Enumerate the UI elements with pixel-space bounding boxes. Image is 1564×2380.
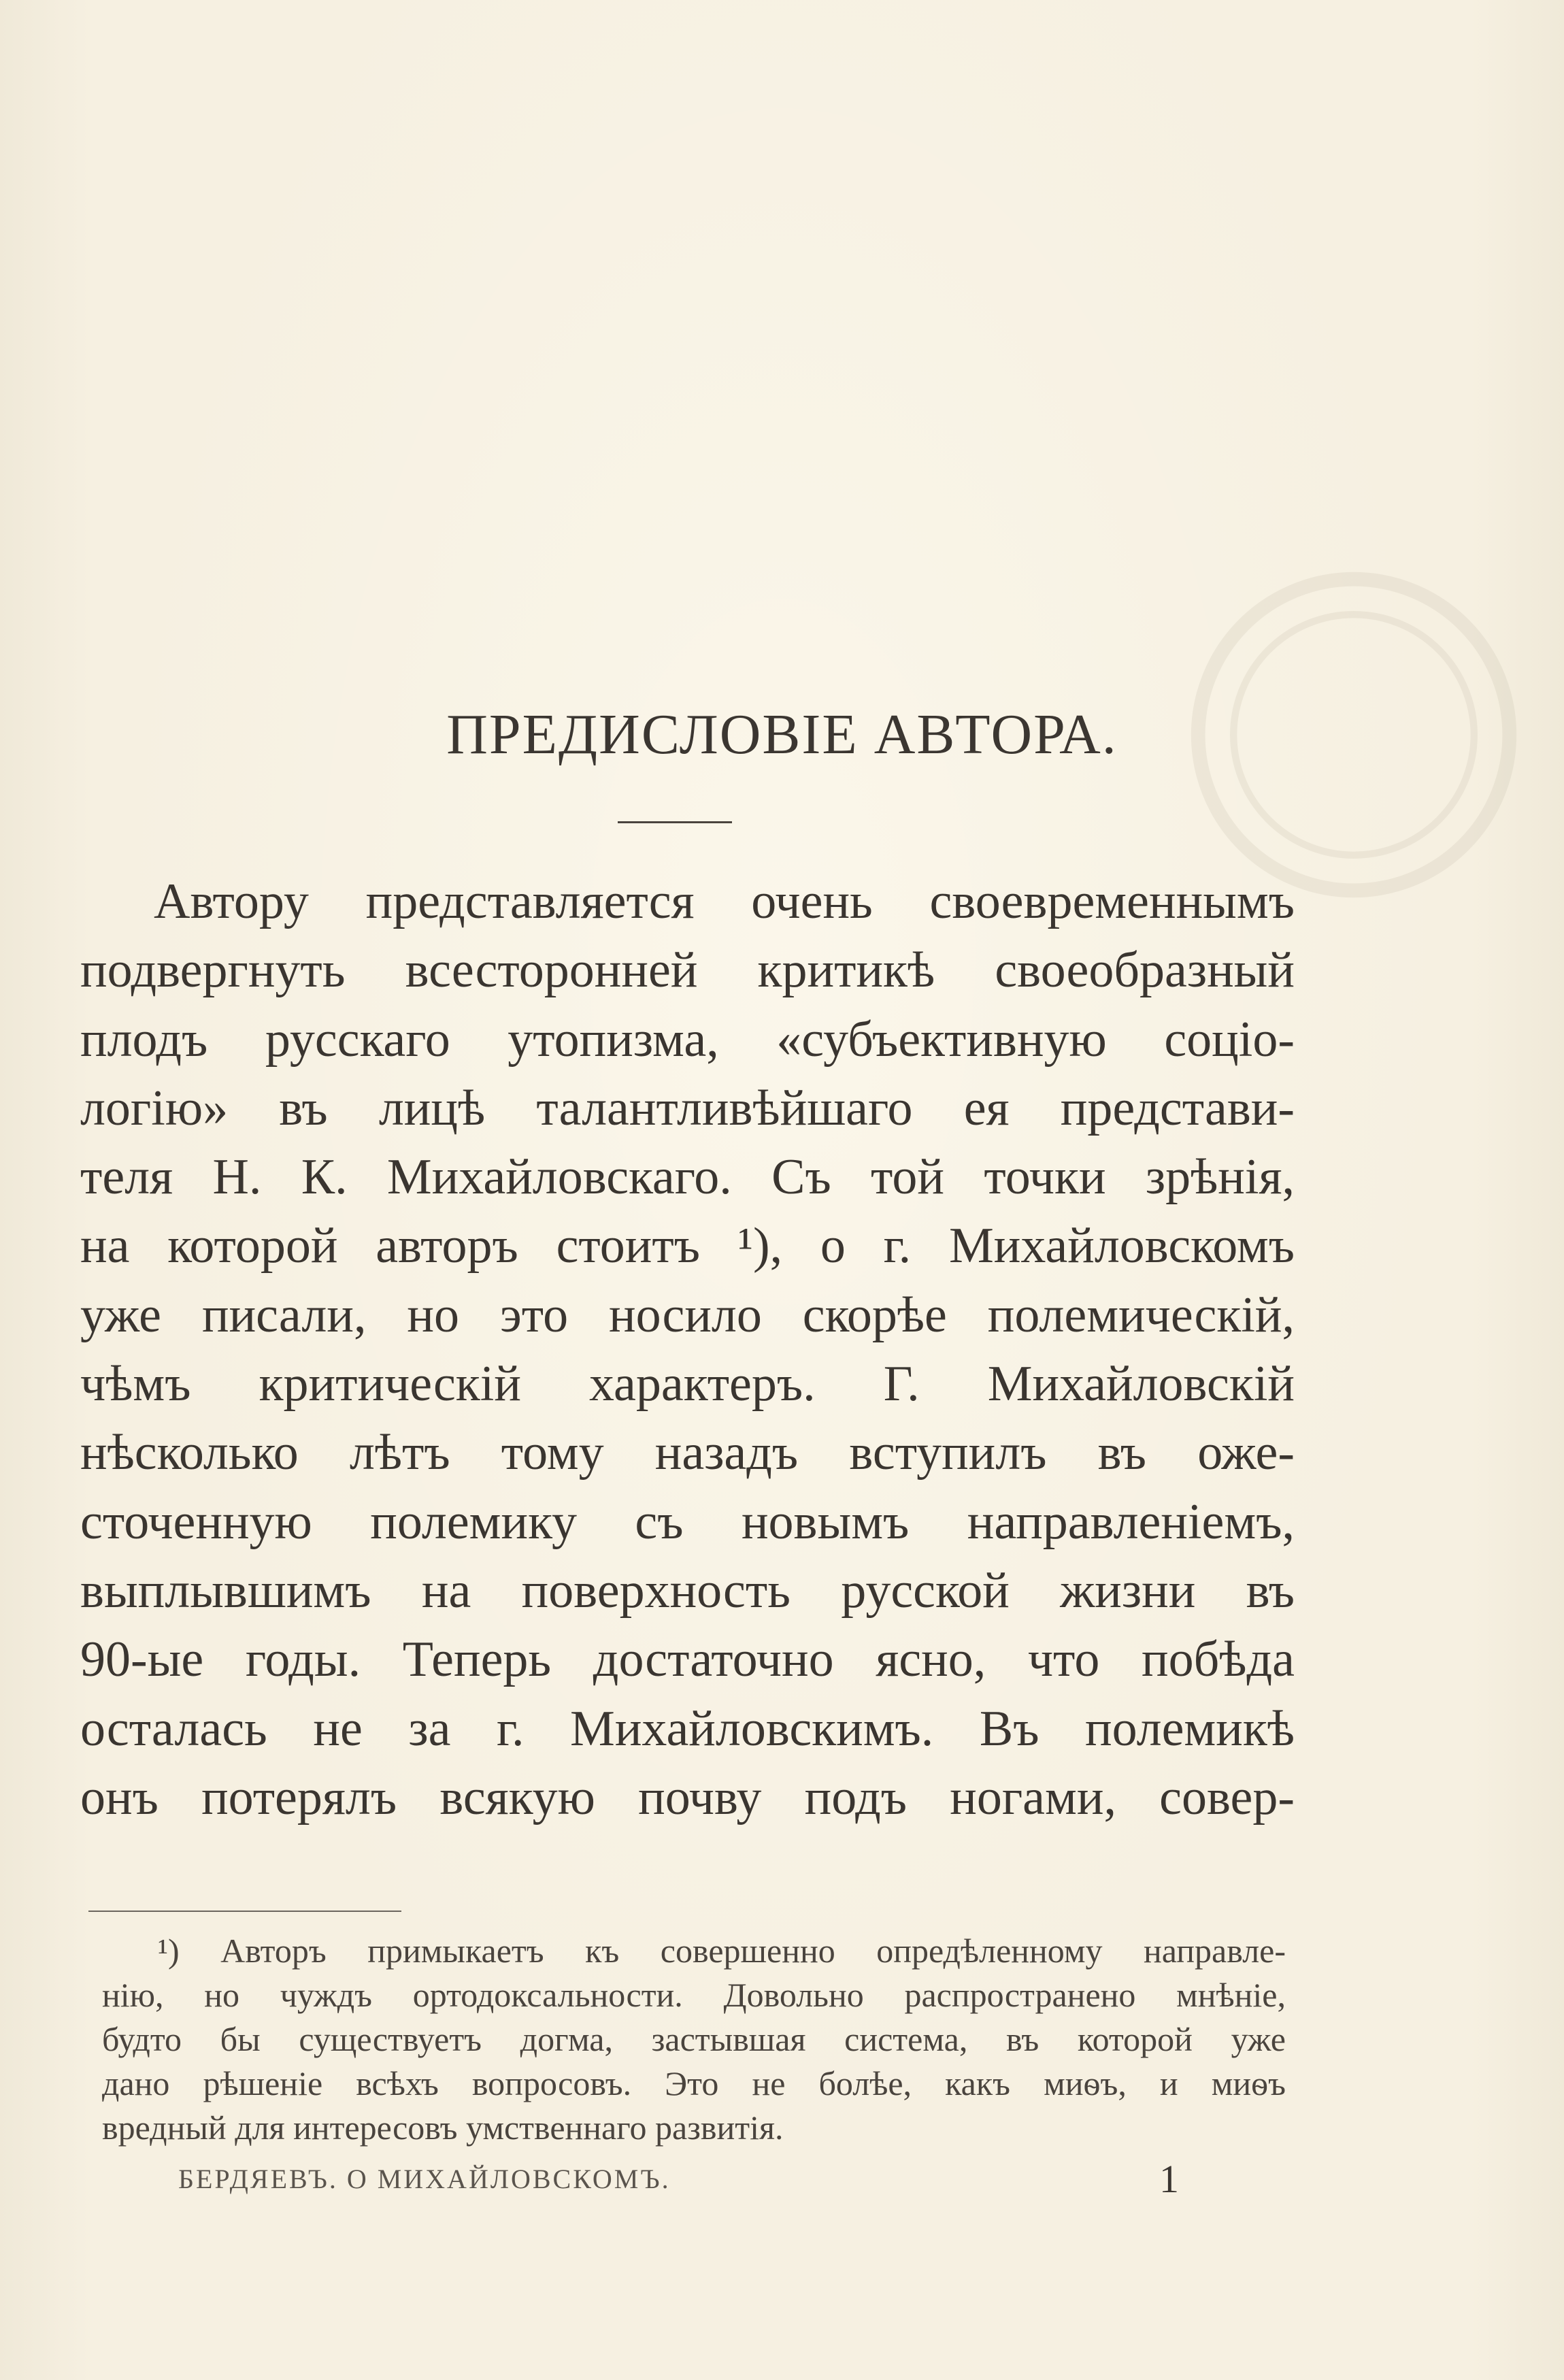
body-line: Автору представляется очень своевременнымъ: [154, 874, 1295, 929]
body-line: теля Н. К. Михайловскаго. Съ той точки зрѣнія,: [80, 1149, 1295, 1206]
body-line: выплывшимъ на поверхность русской жизни въ: [80, 1562, 1295, 1619]
body-line: подвергнуть всесторонней критикѣ своеобразный: [80, 942, 1295, 999]
body-line: уже писали, но это носило скорѣе полемическій,: [80, 1287, 1295, 1343]
body-line: осталась не за г. Михайловскимъ. Въ полемикѣ: [80, 1700, 1295, 1757]
body-line: логію» въ лицѣ талантливѣйшаго ея представи-: [80, 1080, 1295, 1136]
body-line: нѣсколько лѣтъ тому назадъ вступилъ въ оже-: [80, 1425, 1295, 1481]
footnote-line: нію, но чуждъ ортодоксальности. Довольно распространено мнѣніе,: [102, 1976, 1286, 2014]
body-text: [80, 867, 1295, 1832]
title-divider: [618, 821, 732, 823]
footnote-line: ¹) Авторъ примыкаетъ къ совершенно опредѣленному направле-: [158, 1932, 1286, 1970]
body-line: онъ потерялъ всякую почву подъ ногами, совер-: [80, 1769, 1295, 1825]
signature-line: БЕРДЯЕВЪ. О МИХАЙЛОВСКОМЪ.: [178, 2164, 671, 2194]
footnote-line: дано рѣшеніе всѣхъ вопросовъ. Это не болѣе, какъ миѳъ, и миѳъ: [102, 2064, 1286, 2102]
footnote: [102, 1929, 1286, 2150]
footnote-line: будто бы существуетъ догма, застывшая система, въ которой уже: [102, 2020, 1286, 2058]
footnote-line: вредный для интересовъ умственнаго развитія.: [102, 2109, 784, 2147]
body-line: 90-ые годы. Теперь достаточно ясно, что побѣда: [80, 1632, 1295, 1688]
body-line: сточенную полемику съ новымъ направленіемъ,: [80, 1493, 1295, 1550]
body-line: плодъ русскаго утопизма, «субъективную соціо-: [80, 1011, 1295, 1068]
page-number: 1: [1159, 2157, 1179, 2201]
chapter-title: ПРЕДИСЛОВІЕ АВТОРА.: [446, 703, 1118, 766]
body-line: чѣмъ критическій характеръ. Г. Михайловскій: [80, 1356, 1295, 1412]
footnote-divider: [88, 1911, 401, 1912]
body-line: на которой авторъ стоитъ ¹), о г. Михайловскомъ: [80, 1218, 1295, 1274]
